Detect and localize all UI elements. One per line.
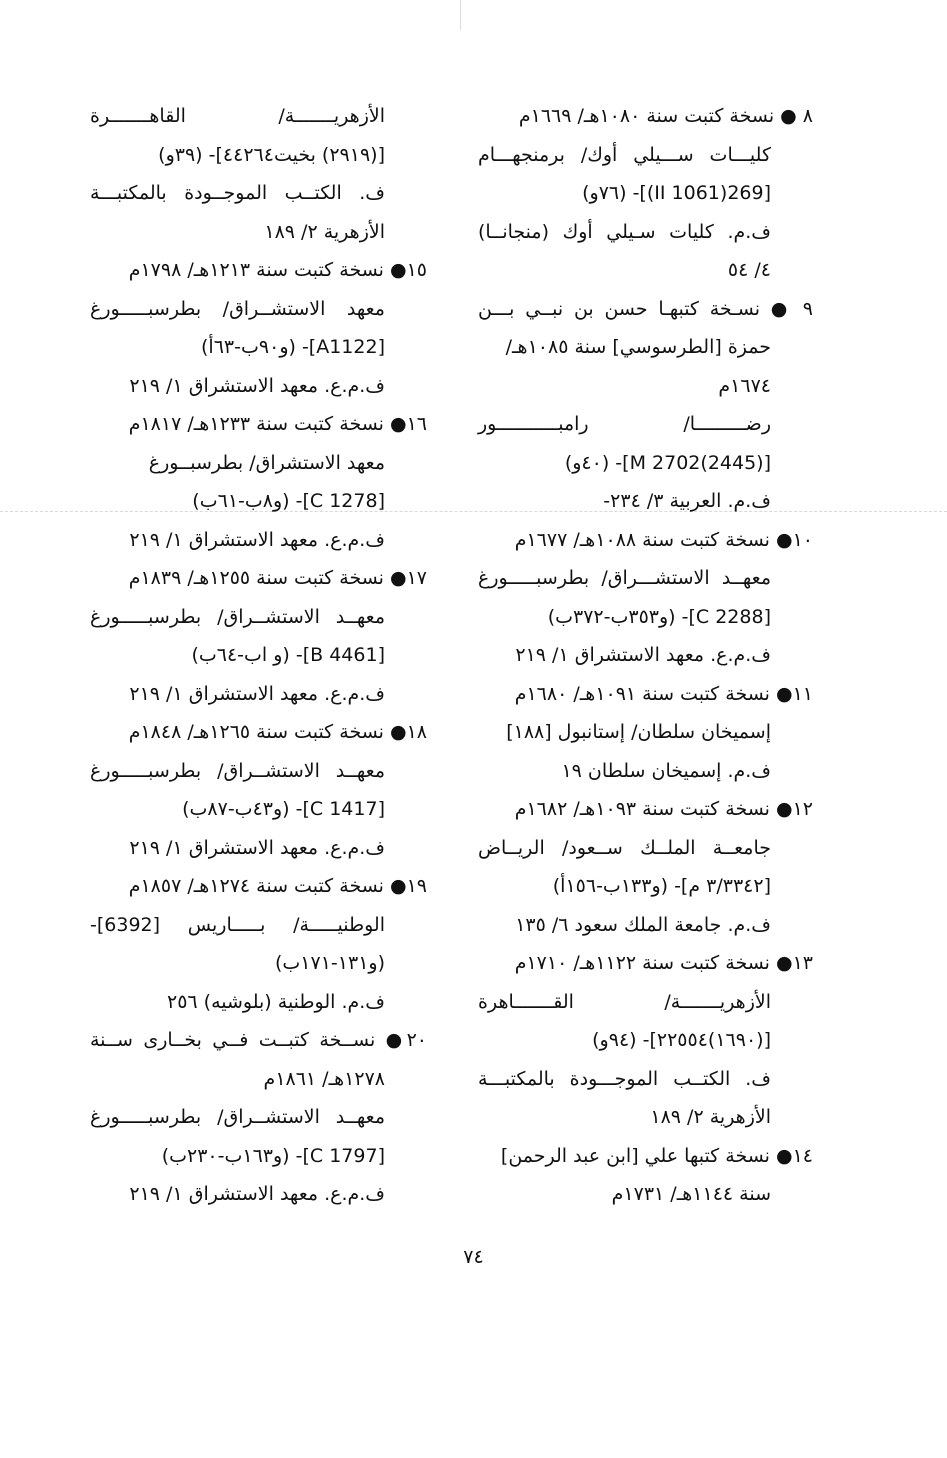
entry-head-line: ١٤● نسخة كتبها علي [ابن عبد الرحمن]	[500, 1144, 813, 1167]
entry-line: [C 1417]- (و٤٣ب-٨٧ب)	[182, 798, 385, 820]
entry-line: حمزة [الطرسوسي] سنة ١٠٨٥هـ/	[505, 336, 771, 358]
entry-head-line: ٨ ● نسخة كتبت سنة ١٠٨٠هـ/ ١٦٦٩م	[518, 105, 813, 127]
entry-head-line: ١٢● نسخة كتبت سنة ١٠٩٣هـ/ ١٦٨٢م	[514, 798, 813, 820]
page-number: ٧٤	[463, 1246, 484, 1268]
entry-line: [C 1797]- (و١٦٣ب-٢٣٠ب)	[161, 1144, 385, 1167]
entry-line: ف.م. العربية ٣/ ٢٣٤-	[603, 490, 771, 512]
entry-head-line: ١١● نسخة كتبت سنة ١٠٩١هـ/ ١٦٨٠م	[514, 682, 813, 705]
entry-line: ف.م.ع. معهد الاستشراق ١/ ٢١٩	[515, 644, 771, 666]
entry-head-line: ١٠● نسخة كتبت سنة ١٠٨٨هـ/ ١٦٧٧م	[514, 528, 813, 551]
left-column	[90, 97, 427, 1214]
entry-line: [269(1061 II)]- (٧٦و)	[582, 182, 771, 204]
entry-line: ف.م.ع. معهد الاستشراق ١/ ٢١٩	[129, 528, 385, 551]
page-crease	[460, 0, 461, 30]
entry-line: [B 4461]- (و اب-٦٤ب)	[191, 644, 385, 666]
entry-line: الأزهريـــــــة/ القـــــــاهرة	[478, 990, 771, 1013]
entry-line: كليـــات ســـيلي أوك/ برمنجهـــام	[478, 143, 771, 166]
entry-line: (و١٣١-١٧١ب)	[274, 952, 385, 974]
entry-line: ١٦٧٤م	[718, 374, 771, 397]
entry-head-line: ١٧● نسخة كتبت سنة ١٢٥٥هـ/ ١٨٣٩م	[128, 567, 427, 589]
entry-line: [(١٦٩٠)٢٢٥٥٤]- (٩٤و)	[592, 1029, 771, 1051]
entry-line: ١٢٧٨هـ/ ١٨٦١م	[263, 1067, 385, 1090]
entry-line: الوطنيـــــة/ بـــــاريس [6392]-	[90, 913, 385, 936]
entry-head-line: ١٣● نسخة كتبت سنة ١١٢٢هـ/ ١٧١٠م	[514, 952, 813, 974]
entry-line: ف.م. الوطنية (بلوشيه) ٢٥٦	[167, 990, 385, 1013]
entry-line: ف.م. إسميخان سلطان ١٩	[561, 759, 771, 782]
entry-head-line: ١٦● نسخة كتبت سنة ١٢٣٣هـ/ ١٨١٧م	[128, 413, 427, 435]
entry-line: رضـــــــــا/ رامبـــــــــــور	[478, 413, 771, 435]
entry-line: الأزهريـــــــة/ القاهـــــــرة	[90, 105, 385, 127]
entry-line: جامعــة الملــك ســعود/ الريــاض	[478, 836, 771, 859]
entry-line: [(2445)2702 M]- (٤٠و)	[564, 451, 771, 474]
entry-line: ف.م. كليات سـيلي أوك (منجانــا)	[478, 220, 771, 243]
entry-line: معهــد الاستشــراق/ بطرسبـــــورغ	[90, 1106, 385, 1128]
entry-head-line: ١٥● نسخة كتبت سنة ١٢١٣هـ/ ١٧٩٨م	[128, 259, 427, 281]
entry-line: معهد الاستشــراق/ بطرسبـــــورغ	[90, 297, 385, 320]
entry-line: [(٢٩١٩) بخيت٤٤٢٦٤]- (٣٩و)	[158, 143, 385, 166]
entry-line: ف. الكتــب الموجـــودة بالمكتبـــة	[478, 1067, 771, 1090]
entry-line: ف.م. جامعة الملك سعود ٦/ ١٣٥	[515, 913, 771, 936]
entry-line: ٤/ ٥٤	[727, 259, 771, 281]
entry-line: [٣/٣٣٤٢ م]- (و١٣٣ب-١٥٦أ)	[552, 875, 771, 897]
right-column	[478, 97, 813, 1214]
entry-line: [A1122]- (و٩٠ب-٦٣أ)	[201, 336, 385, 358]
entry-line: الأزهرية ٢/ ١٨٩	[264, 220, 385, 243]
entry-line: ف.م.ع. معهد الاستشراق ١/ ٢١٩	[129, 1183, 385, 1205]
entry-line: الأزهرية ٢/ ١٨٩	[650, 1106, 771, 1128]
entry-head-line: ٢٠● نســخة كتبــت فــي بخــارى ســنة	[90, 1029, 427, 1051]
entry-head-line: ١٨● نسخة كتبت سنة ١٢٦٥هـ/ ١٨٤٨م	[128, 721, 427, 743]
entry-line: معهد الاستشراق/ بطرسبــورغ	[148, 451, 385, 474]
entry-line: سنة ١١٤٤هـ/ ١٧٣١م	[611, 1183, 771, 1205]
entry-line: ف.م.ع. معهد الاستشراق ١/ ٢١٩	[129, 836, 385, 859]
entry-line: معهــد الاستشــراق/ بطرسبـــــورغ	[90, 759, 385, 782]
entry-line: ف. الكتــب الموجــودة بالمكتبـــة	[90, 182, 385, 204]
entry-head-line: ٩ ● نسـخة كتبهـا حسن بن نبــي بـــن	[478, 297, 813, 320]
entry-line: معهــد الاستشــراق/ بطرسبـــــورغ	[90, 605, 385, 628]
entry-line: [C 1278]- (و٨ب-٦١ب)	[192, 490, 385, 512]
entry-line: ف.م.ع. معهد الاستشراق ١/ ٢١٩	[129, 682, 385, 705]
entry-head-line: ١٩● نسخة كتبت سنة ١٢٧٤هـ/ ١٨٥٧م	[128, 875, 427, 897]
entry-line: معهــد الاستشـــراق/ بطرسبـــــورغ	[478, 567, 771, 589]
entry-line: إسميخان سلطان/ إستانبول [١٨٨]	[506, 721, 771, 743]
entry-line: [C 2288]- (و٣٥٣ب-٣٧٢ب)	[547, 605, 771, 628]
entry-line: ف.م.ع. معهد الاستشراق ١/ ٢١٩	[129, 374, 385, 397]
